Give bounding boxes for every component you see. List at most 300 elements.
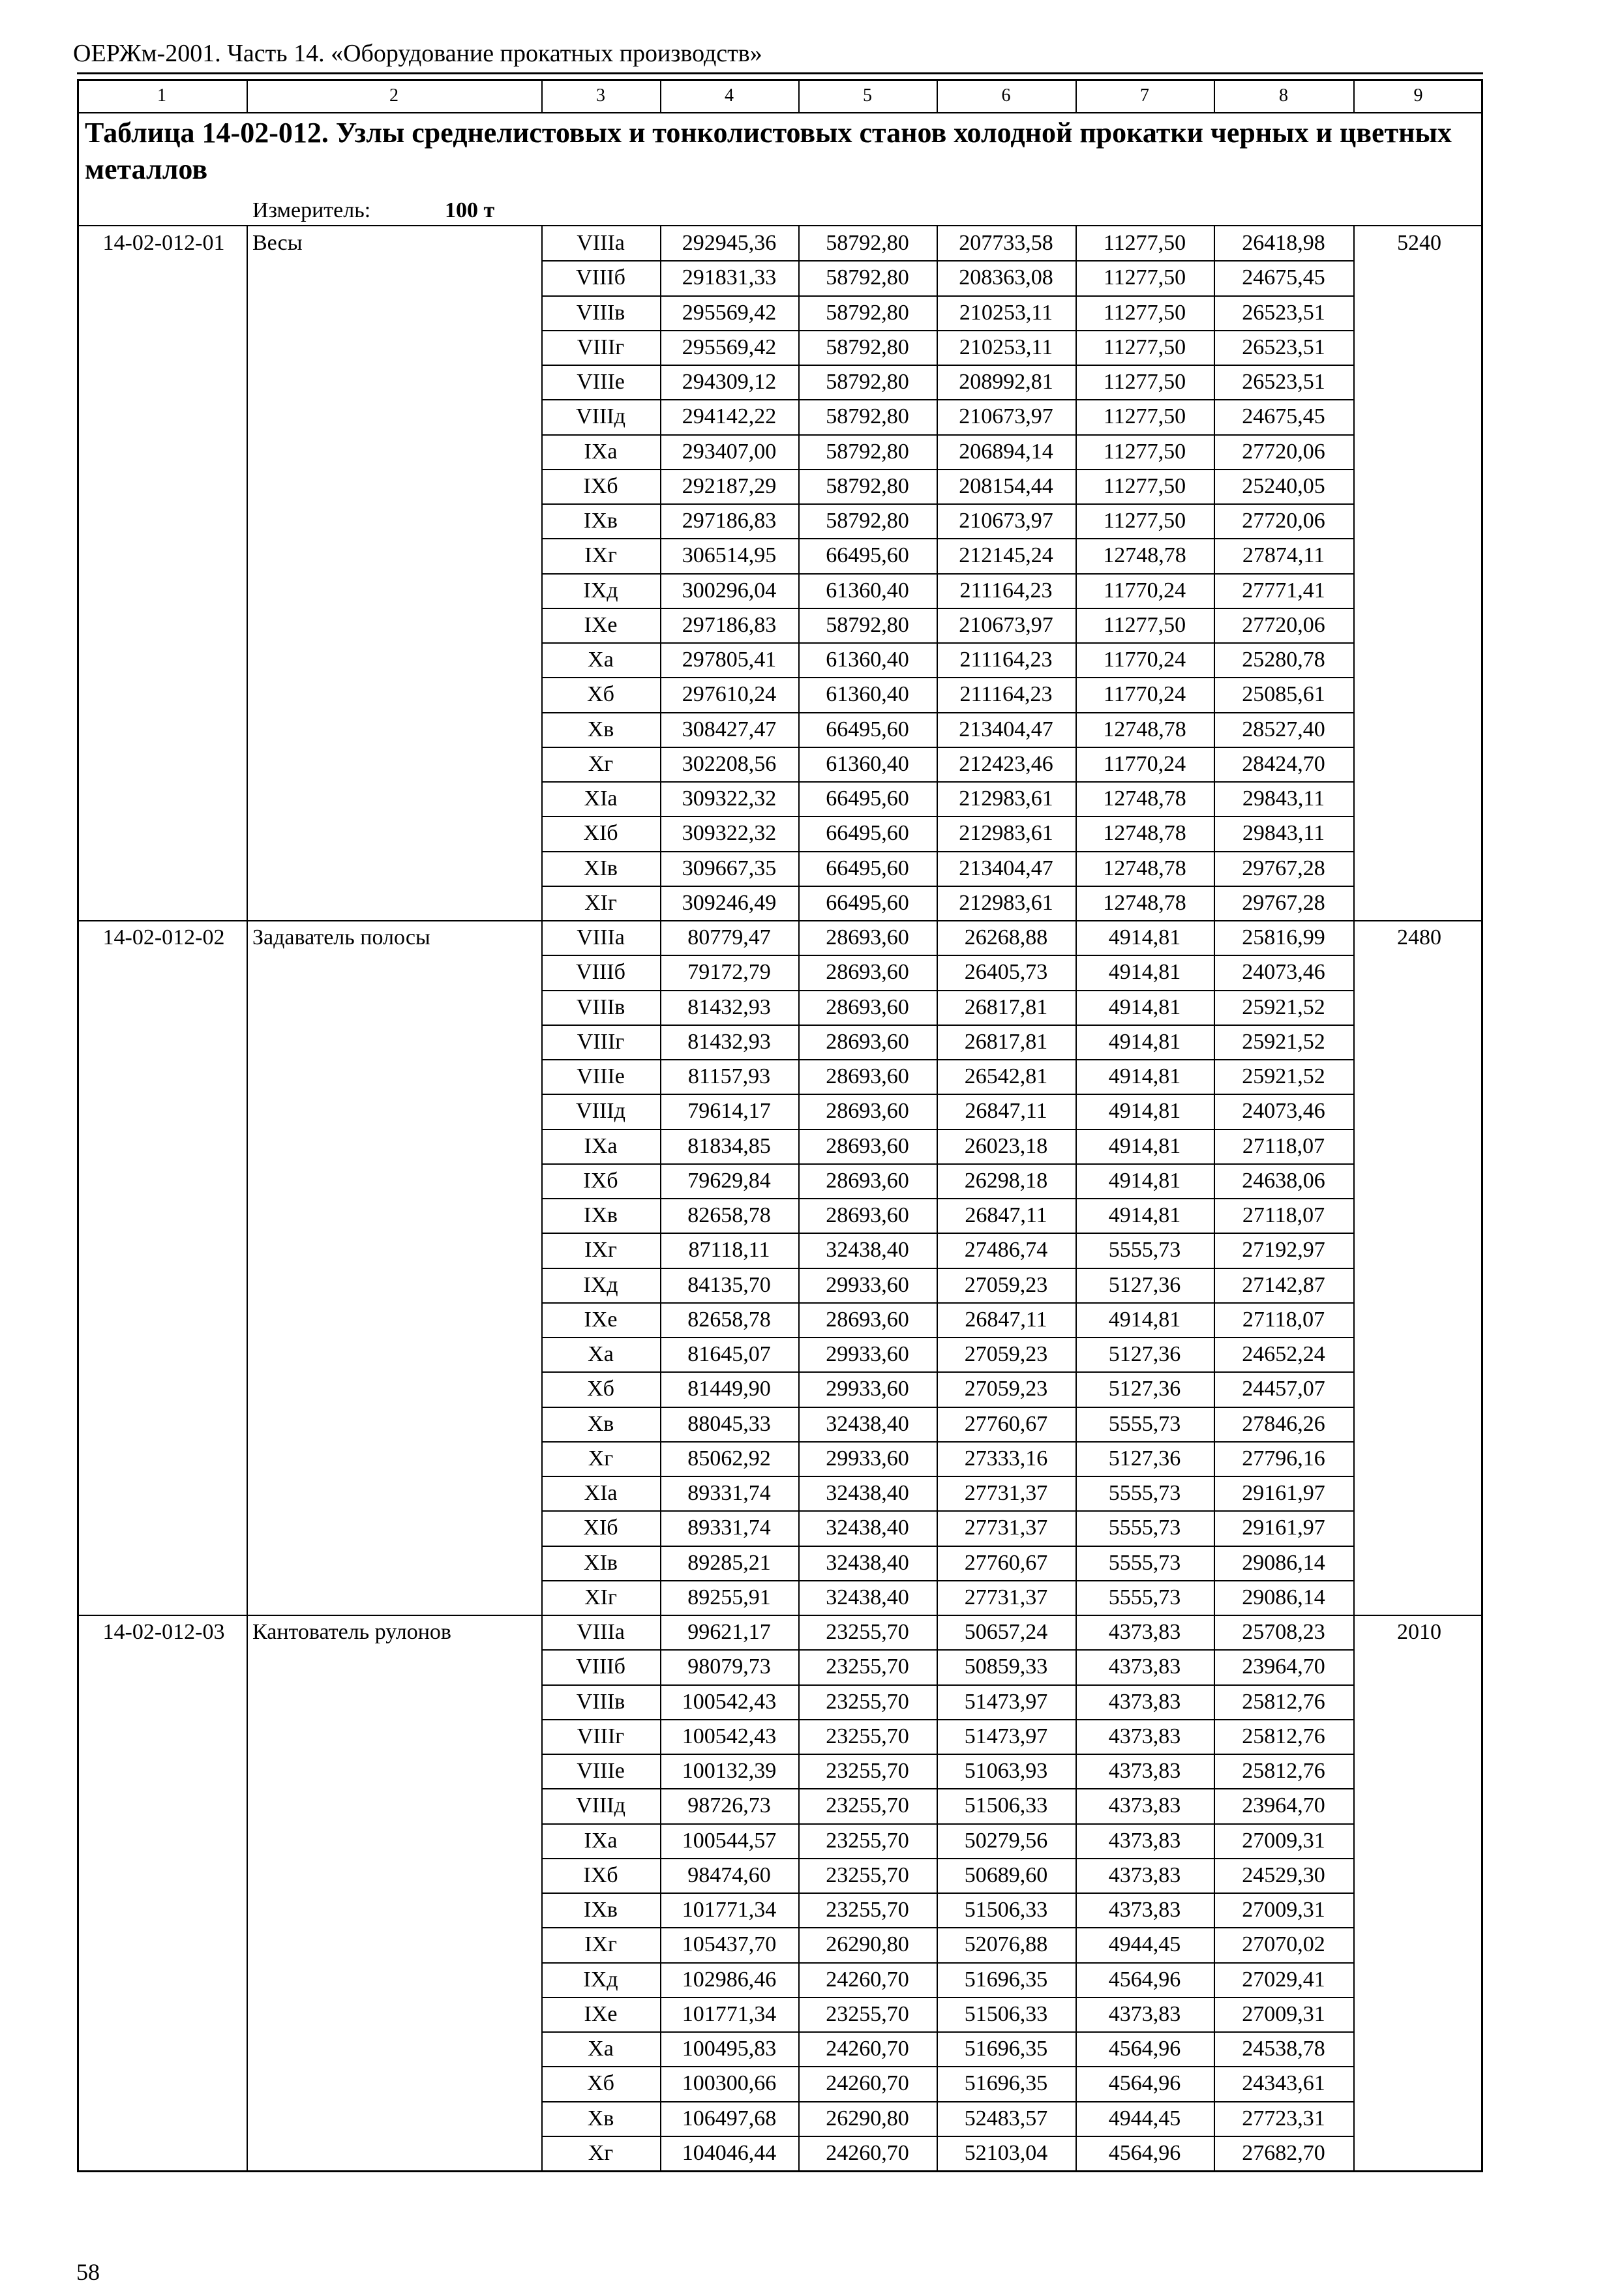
table-row xyxy=(0,747,1624,782)
row-value: 23964,70 xyxy=(1242,1793,1325,1818)
row-value: 24638,06 xyxy=(1242,1168,1325,1193)
row-separator xyxy=(541,1268,1353,1269)
row-value: 28693,60 xyxy=(826,960,909,985)
row-value: 4944,45 xyxy=(1108,2106,1181,2131)
table-row xyxy=(0,1893,1624,1928)
row-value: 27118,07 xyxy=(1242,1203,1325,1227)
table-row xyxy=(0,886,1624,921)
row-variant: Xв xyxy=(587,2106,614,2131)
table-row xyxy=(0,1927,1624,1962)
row-separator xyxy=(541,955,1353,956)
row-value: 29767,28 xyxy=(1242,890,1325,915)
row-value: 4914,81 xyxy=(1108,925,1181,950)
table-row xyxy=(0,1754,1624,1789)
row-separator xyxy=(541,1025,1353,1026)
row-variant: VIIIе xyxy=(577,1064,625,1088)
row-value: 50859,33 xyxy=(964,1654,1048,1679)
table-row xyxy=(0,1198,1624,1233)
row-variant: IXд xyxy=(583,578,618,603)
row-separator xyxy=(541,1823,1353,1825)
table-row xyxy=(0,330,1624,365)
row-separator xyxy=(541,1302,1353,1304)
table-row xyxy=(0,1719,1624,1754)
row-separator xyxy=(541,1788,1353,1789)
table-row xyxy=(0,1684,1624,1720)
row-value: 5555,73 xyxy=(1108,1516,1181,1540)
row-separator xyxy=(541,1649,1353,1651)
row-value: 309322,32 xyxy=(682,786,777,811)
column-number: 9 xyxy=(1413,85,1423,106)
row-value: 51506,33 xyxy=(964,1793,1048,1818)
row-value: 5555,73 xyxy=(1108,1481,1181,1505)
row-value: 61360,40 xyxy=(826,751,909,776)
row-value: 5127,36 xyxy=(1108,1446,1181,1471)
row-value: 27029,41 xyxy=(1242,1967,1325,1992)
row-value: 51696,35 xyxy=(964,2037,1048,2061)
row-separator xyxy=(541,1510,1353,1512)
row-value: 51696,35 xyxy=(964,1967,1048,1992)
row-value: 295569,42 xyxy=(682,335,777,359)
row-value: 25921,52 xyxy=(1242,1029,1325,1054)
row-value: 24343,61 xyxy=(1242,2071,1325,2096)
row-variant: IXа xyxy=(584,439,618,464)
row-separator xyxy=(541,990,1353,991)
row-separator xyxy=(541,1059,1353,1060)
row-value: 28693,60 xyxy=(826,1099,909,1124)
row-value: 58792,80 xyxy=(826,439,909,464)
row-value: 50657,24 xyxy=(964,1620,1048,1644)
row-value: 27771,41 xyxy=(1242,578,1325,603)
table-row xyxy=(0,920,1624,955)
row-value: 24675,45 xyxy=(1242,404,1325,429)
table-row xyxy=(0,1546,1624,1581)
row-separator xyxy=(541,2101,1353,2102)
column-number: 2 xyxy=(389,85,398,106)
row-value: 61360,40 xyxy=(826,682,909,707)
row-value: 25240,05 xyxy=(1242,473,1325,498)
row-value: 11277,50 xyxy=(1103,439,1186,464)
row-value: 11770,24 xyxy=(1103,682,1186,707)
row-value: 27760,67 xyxy=(964,1411,1048,1436)
table-row xyxy=(0,1233,1624,1268)
row-value: 25708,23 xyxy=(1242,1620,1325,1644)
row-value: 212145,24 xyxy=(959,543,1053,568)
table-row xyxy=(0,1858,1624,1893)
row-value: 100300,66 xyxy=(682,2071,777,2096)
row-value: 27731,37 xyxy=(964,1585,1048,1609)
row-variant: IXг xyxy=(584,1932,617,1957)
row-value: 26523,51 xyxy=(1242,370,1325,394)
row-value: 11277,50 xyxy=(1103,335,1186,359)
row-value: 208992,81 xyxy=(959,370,1053,394)
row-value: 58792,80 xyxy=(826,612,909,637)
row-value: 206894,14 xyxy=(959,439,1053,464)
row-value: 66495,60 xyxy=(826,890,909,915)
page-number: 58 xyxy=(76,2259,100,2285)
row-value: 26418,98 xyxy=(1242,231,1325,255)
row-variant: XIв xyxy=(584,1550,618,1575)
table-row xyxy=(0,1441,1624,1476)
row-value: 4373,83 xyxy=(1108,1863,1181,1887)
table-row xyxy=(0,1407,1624,1442)
row-value: 211164,23 xyxy=(959,682,1053,707)
row-value: 81645,07 xyxy=(687,1342,771,1366)
row-separator xyxy=(541,1927,1353,1928)
row-separator xyxy=(541,1858,1353,1859)
row-value: 295569,42 xyxy=(682,300,777,325)
row-variant: XIг xyxy=(584,890,617,915)
row-value: 213404,47 xyxy=(959,856,1053,880)
row-value: 82658,78 xyxy=(687,1203,771,1227)
row-value: 80779,47 xyxy=(687,925,771,950)
row-value: 66495,60 xyxy=(826,786,909,811)
row-value: 23255,70 xyxy=(826,1828,909,1853)
row-separator xyxy=(541,781,1353,783)
row-value: 58792,80 xyxy=(826,370,909,394)
row-separator xyxy=(541,365,1353,366)
row-value: 27760,67 xyxy=(964,1550,1048,1575)
row-value: 24652,24 xyxy=(1242,1342,1325,1366)
item-code: 14-02-012-01 xyxy=(102,231,225,255)
row-value: 27009,31 xyxy=(1242,1828,1325,1853)
row-value: 24675,45 xyxy=(1242,265,1325,290)
row-value: 12748,78 xyxy=(1103,890,1186,915)
row-variant: Xг xyxy=(588,2140,614,2165)
row-value: 26405,73 xyxy=(964,960,1048,985)
row-value: 100542,43 xyxy=(682,1724,777,1748)
table-row xyxy=(0,434,1624,470)
row-value: 28693,60 xyxy=(826,1307,909,1332)
row-value: 85062,92 xyxy=(687,1446,771,1471)
row-value: 29161,97 xyxy=(1242,1481,1325,1505)
row-separator xyxy=(541,1997,1353,1998)
row-value: 29933,60 xyxy=(826,1342,909,1366)
row-value: 27142,87 xyxy=(1242,1272,1325,1297)
row-value: 212983,61 xyxy=(959,786,1053,811)
row-value: 12748,78 xyxy=(1103,821,1186,846)
row-value: 4564,96 xyxy=(1108,2140,1181,2165)
row-value: 29933,60 xyxy=(826,1377,909,1401)
table-row xyxy=(0,1302,1624,1338)
row-variant: IXд xyxy=(583,1272,618,1297)
row-separator xyxy=(541,1580,1353,1581)
row-value: 12748,78 xyxy=(1103,717,1186,741)
table-row xyxy=(0,781,1624,816)
row-variant: VIIIб xyxy=(576,265,625,290)
row-separator xyxy=(541,1893,1353,1894)
item-unit-value: 5240 xyxy=(1397,231,1441,255)
row-value: 23255,70 xyxy=(826,1793,909,1818)
row-value: 79614,17 xyxy=(687,1099,771,1124)
row-value: 24073,46 xyxy=(1242,1099,1325,1124)
row-variant: VIIIе xyxy=(577,1759,625,1783)
row-separator xyxy=(541,1407,1353,1408)
row-value: 29843,11 xyxy=(1242,786,1325,811)
row-value: 24073,46 xyxy=(1242,960,1325,985)
row-value: 292945,36 xyxy=(682,231,777,255)
row-value: 23255,70 xyxy=(826,1863,909,1887)
row-value: 66495,60 xyxy=(826,856,909,880)
row-value: 210253,11 xyxy=(959,335,1053,359)
row-value: 27874,11 xyxy=(1242,543,1325,568)
row-variant: Xг xyxy=(588,1446,614,1471)
row-value: 11277,50 xyxy=(1103,370,1186,394)
table-row xyxy=(0,1059,1624,1094)
row-value: 79629,84 xyxy=(687,1168,771,1193)
row-value: 23964,70 xyxy=(1242,1654,1325,1679)
row-value: 87118,11 xyxy=(688,1238,770,1263)
table-row xyxy=(0,2031,1624,2067)
row-value: 79172,79 xyxy=(687,960,771,985)
row-variant: VIIIв xyxy=(576,995,625,1019)
row-value: 25812,76 xyxy=(1242,1759,1325,1783)
row-value: 29161,97 xyxy=(1242,1516,1325,1540)
table-row xyxy=(0,503,1624,539)
item-name: Задаватель полосы xyxy=(252,925,430,950)
row-variant: IXе xyxy=(584,612,618,637)
row-value: 66495,60 xyxy=(826,821,909,846)
table-row xyxy=(0,1997,1624,2032)
row-variant: IXг xyxy=(584,1238,617,1263)
row-separator xyxy=(541,2031,1353,2033)
row-value: 58792,80 xyxy=(826,473,909,498)
row-value: 4944,45 xyxy=(1108,1932,1181,1957)
row-value: 4564,96 xyxy=(1108,1967,1181,1992)
row-value: 89285,21 xyxy=(687,1550,771,1575)
row-separator xyxy=(541,1476,1353,1477)
column-rule xyxy=(247,226,248,2170)
row-variant: VIIIб xyxy=(576,1654,625,1679)
row-value: 28527,40 xyxy=(1242,717,1325,741)
row-value: 210673,97 xyxy=(959,509,1053,533)
table-row xyxy=(0,1163,1624,1199)
row-value: 61360,40 xyxy=(826,648,909,672)
row-value: 26817,81 xyxy=(964,995,1048,1019)
row-value: 27682,70 xyxy=(1242,2140,1325,2165)
row-separator xyxy=(541,330,1353,331)
row-value: 89331,74 xyxy=(687,1481,771,1505)
row-variant: VIIIб xyxy=(576,960,625,985)
row-variant: Xг xyxy=(588,751,614,776)
table-row xyxy=(0,1788,1624,1823)
column-number-rule xyxy=(77,112,1483,113)
row-value: 5555,73 xyxy=(1108,1585,1181,1609)
column-number: 8 xyxy=(1279,85,1288,106)
row-value: 99621,17 xyxy=(687,1620,771,1644)
row-value: 27720,06 xyxy=(1242,509,1325,533)
row-variant: Xа xyxy=(588,648,614,672)
row-value: 11277,50 xyxy=(1103,300,1186,325)
row-value: 297186,83 xyxy=(682,612,777,637)
row-value: 309322,32 xyxy=(682,821,777,846)
row-value: 24538,78 xyxy=(1242,2037,1325,2061)
row-value: 208154,44 xyxy=(959,473,1053,498)
row-value: 5555,73 xyxy=(1108,1238,1181,1263)
row-value: 4914,81 xyxy=(1108,960,1181,985)
row-value: 89255,91 xyxy=(687,1585,771,1609)
row-separator xyxy=(541,1371,1353,1373)
row-value: 32438,40 xyxy=(826,1411,909,1436)
row-value: 210253,11 xyxy=(959,300,1053,325)
column-rule xyxy=(1214,226,1215,2170)
column-rule xyxy=(1075,79,1077,112)
row-variant: VIIIв xyxy=(576,1689,625,1714)
row-variant: VIIIа xyxy=(577,231,625,255)
row-value: 100542,43 xyxy=(682,1689,777,1714)
row-value: 27486,74 xyxy=(964,1238,1048,1263)
row-value: 66495,60 xyxy=(826,717,909,741)
row-value: 309667,35 xyxy=(682,856,777,880)
row-separator xyxy=(541,1546,1353,1547)
row-separator xyxy=(541,747,1353,748)
row-variant: XIг xyxy=(584,1585,617,1609)
row-value: 32438,40 xyxy=(826,1585,909,1609)
row-variant: Xв xyxy=(587,1411,614,1436)
row-variant: VIIIг xyxy=(577,1724,625,1748)
row-separator xyxy=(541,573,1353,575)
table-row xyxy=(0,1025,1624,1060)
column-rule xyxy=(660,79,661,112)
row-value: 4914,81 xyxy=(1108,1029,1181,1054)
row-value: 98726,73 xyxy=(687,1793,771,1818)
table-row xyxy=(0,851,1624,886)
row-value: 208363,08 xyxy=(959,265,1053,290)
row-value: 210673,97 xyxy=(959,612,1053,637)
row-value: 105437,70 xyxy=(682,1932,777,1957)
row-value: 27796,16 xyxy=(1242,1446,1325,1471)
column-number: 5 xyxy=(863,85,872,106)
row-separator xyxy=(541,1719,1353,1720)
row-value: 51506,33 xyxy=(964,2001,1048,2026)
row-value: 25816,99 xyxy=(1242,925,1325,950)
row-value: 26523,51 xyxy=(1242,335,1325,359)
row-value: 300296,04 xyxy=(682,578,777,603)
row-value: 58792,80 xyxy=(826,404,909,429)
row-value: 27059,23 xyxy=(964,1342,1048,1366)
row-value: 32438,40 xyxy=(826,1550,909,1575)
table-row xyxy=(0,2101,1624,2136)
table-row xyxy=(0,295,1624,331)
row-value: 210673,97 xyxy=(959,404,1053,429)
row-separator xyxy=(541,677,1353,678)
row-separator xyxy=(541,1441,1353,1443)
row-value: 308427,47 xyxy=(682,717,777,741)
row-separator xyxy=(541,503,1353,505)
row-value: 50279,56 xyxy=(964,1828,1048,1853)
table-row xyxy=(0,1268,1624,1303)
table-row xyxy=(0,1094,1624,1129)
row-separator xyxy=(541,1233,1353,1234)
row-value: 212423,46 xyxy=(959,751,1053,776)
row-value: 81432,93 xyxy=(687,995,771,1019)
row-value: 26817,81 xyxy=(964,1029,1048,1054)
row-value: 27731,37 xyxy=(964,1516,1048,1540)
row-value: 4914,81 xyxy=(1108,1064,1181,1088)
row-separator xyxy=(541,2136,1353,2137)
row-separator xyxy=(541,1962,1353,1964)
row-value: 297186,83 xyxy=(682,509,777,533)
row-variant: Xа xyxy=(588,2037,614,2061)
table-row xyxy=(0,1371,1624,1407)
row-value: 5555,73 xyxy=(1108,1550,1181,1575)
row-separator xyxy=(541,2066,1353,2067)
row-value: 4914,81 xyxy=(1108,1099,1181,1124)
row-value: 11277,50 xyxy=(1103,473,1186,498)
row-value: 58792,80 xyxy=(826,231,909,255)
row-value: 11277,50 xyxy=(1103,231,1186,255)
row-value: 51063,93 xyxy=(964,1759,1048,1783)
row-variant: IXа xyxy=(584,1133,618,1158)
table-row xyxy=(0,1823,1624,1859)
row-value: 89331,74 xyxy=(687,1516,771,1540)
row-value: 28693,60 xyxy=(826,925,909,950)
row-value: 26847,11 xyxy=(965,1203,1047,1227)
table-row xyxy=(0,469,1624,504)
row-value: 27059,23 xyxy=(964,1272,1048,1297)
table-row xyxy=(0,1129,1624,1164)
row-value: 81157,93 xyxy=(687,1064,771,1088)
row-value: 26268,88 xyxy=(964,925,1048,950)
row-value: 52076,88 xyxy=(964,1932,1048,1957)
row-value: 12748,78 xyxy=(1103,856,1186,880)
row-value: 11770,24 xyxy=(1103,751,1186,776)
table-row xyxy=(0,365,1624,400)
row-separator xyxy=(541,851,1353,852)
row-value: 24457,07 xyxy=(1242,1377,1325,1401)
row-value: 23255,70 xyxy=(826,1689,909,1714)
row-value: 28693,60 xyxy=(826,1203,909,1227)
column-rule xyxy=(541,226,543,2170)
row-value: 102986,46 xyxy=(682,1967,777,1992)
row-value: 25812,76 xyxy=(1242,1689,1325,1714)
row-value: 294142,22 xyxy=(682,404,777,429)
column-rule xyxy=(937,226,938,2170)
table-row xyxy=(0,1962,1624,1997)
table-row xyxy=(0,677,1624,712)
row-separator xyxy=(541,1198,1353,1199)
row-value: 4373,83 xyxy=(1108,1689,1181,1714)
row-value: 11277,50 xyxy=(1103,265,1186,290)
row-value: 24529,30 xyxy=(1242,1863,1325,1887)
row-value: 24260,70 xyxy=(826,2037,909,2061)
row-variant: IXб xyxy=(583,473,618,498)
table-row xyxy=(0,2136,1624,2171)
row-value: 26298,18 xyxy=(964,1168,1048,1193)
row-value: 11277,50 xyxy=(1103,509,1186,533)
row-separator xyxy=(541,469,1353,470)
row-value: 28424,70 xyxy=(1242,751,1325,776)
row-value: 25921,52 xyxy=(1242,995,1325,1019)
row-value: 4914,81 xyxy=(1108,1203,1181,1227)
row-value: 98079,73 xyxy=(687,1654,771,1679)
row-value: 4373,83 xyxy=(1108,2001,1181,2026)
row-variant: VIIIд xyxy=(576,1793,625,1818)
row-value: 27009,31 xyxy=(1242,1898,1325,1922)
row-value: 4373,83 xyxy=(1108,1793,1181,1818)
row-value: 11277,50 xyxy=(1103,404,1186,429)
row-separator xyxy=(541,434,1353,436)
row-value: 4373,83 xyxy=(1108,1724,1181,1748)
row-value: 4373,83 xyxy=(1108,1654,1181,1679)
row-value: 27009,31 xyxy=(1242,2001,1325,2026)
row-value: 51506,33 xyxy=(964,1898,1048,1922)
row-value: 26023,18 xyxy=(964,1133,1048,1158)
row-separator xyxy=(541,1094,1353,1095)
running-header: ОЕРЖм-2001. Часть 14. «Оборудование прокатных производств» xyxy=(73,40,762,67)
header-rule xyxy=(77,72,1483,74)
table-title: Таблица 14-02-012. Узлы среднелистовых и тонколистовых станов холодной прокатки черных и цветных металлов xyxy=(85,117,1452,185)
column-rule xyxy=(247,79,248,112)
